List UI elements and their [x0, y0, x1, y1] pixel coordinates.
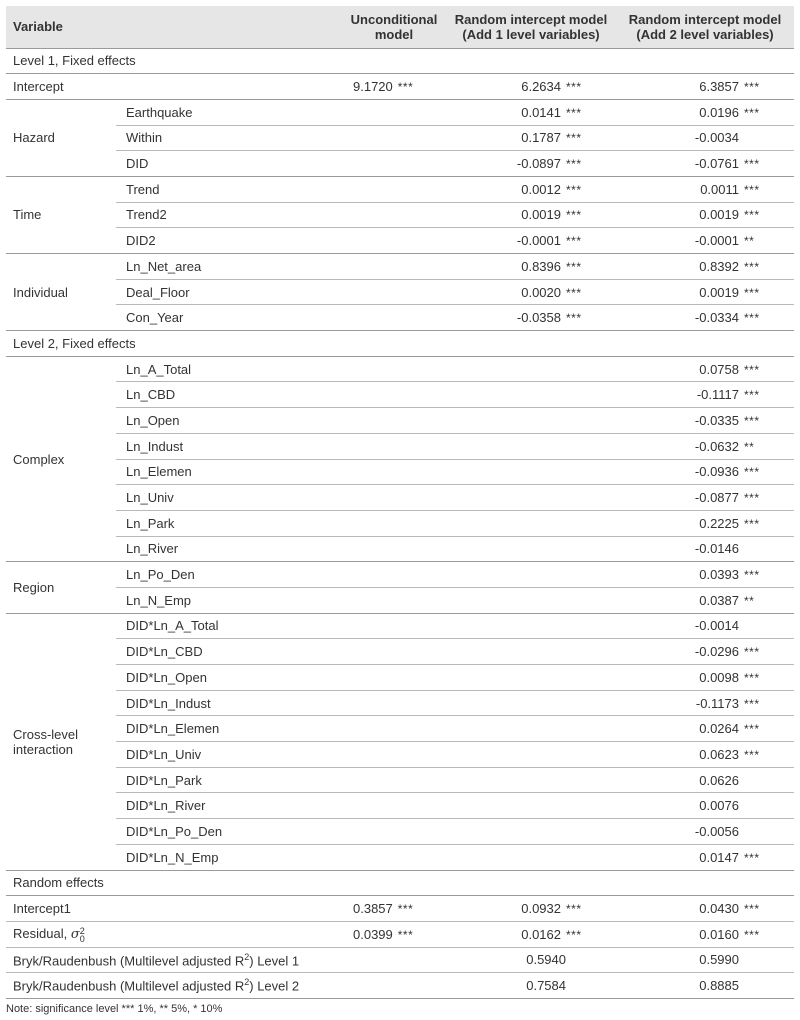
cell-ri1 [446, 665, 616, 691]
cell-ri2 [616, 896, 794, 922]
cell-ri2 [616, 202, 794, 228]
cell-ri1 [446, 202, 616, 228]
table-row [6, 921, 794, 947]
cell-ri2-value: 0.0393 [699, 567, 739, 583]
cell-ri1 [446, 639, 616, 665]
cell-ri2-value: -0.0877 [694, 490, 739, 506]
cell-ri2-significance: *** [744, 516, 760, 531]
cell-unconditional [346, 459, 446, 485]
cell-ri1-value: 0.0162 [521, 926, 561, 942]
cell-ri1 [446, 254, 616, 280]
cell-ri2-value: -0.0335 [694, 412, 739, 428]
cell-ri2-significance: *** [744, 182, 760, 197]
cell-ri1 [446, 485, 616, 511]
cell-ri2 [616, 562, 794, 588]
bryk-suffix: ) Level 1 [249, 953, 300, 969]
table-row [6, 716, 794, 742]
cell-ri2 [616, 433, 794, 459]
cell-ri2-significance: *** [744, 927, 760, 942]
cell-unconditional [346, 305, 446, 331]
row-label: DID*Ln_CBD [116, 639, 346, 665]
table-row [6, 665, 794, 691]
row-label: Trend2 [116, 202, 346, 228]
bryk-suffix: ) Level 2 [249, 978, 300, 994]
cell-unconditional [346, 767, 446, 793]
row-label: Deal_Floor [116, 279, 346, 305]
cell-unconditional [346, 793, 446, 819]
cell-ri1-significance: *** [566, 234, 582, 249]
bryk-prefix: Bryk/Raudenbush (Multilevel adjusted R [13, 978, 245, 994]
cell-ri2-value: -0.0761 [694, 156, 739, 172]
group-label-region: Region [6, 562, 116, 613]
cell-unconditional [346, 844, 446, 870]
table-row [6, 742, 794, 768]
cell-ri1-value: 0.0141 [521, 104, 561, 120]
cell-ri1 [446, 459, 616, 485]
group-label-complex: Complex [6, 356, 116, 562]
row-label: Within [116, 125, 346, 151]
table-row [6, 382, 794, 408]
cell-ri2-significance: *** [744, 568, 760, 583]
table-row [6, 639, 794, 665]
cell-unconditional [346, 613, 446, 639]
row-label: Earthquake [116, 99, 346, 125]
cell-ri2-significance: *** [744, 645, 760, 660]
table-row [6, 947, 794, 973]
cell-ri2 [616, 819, 794, 845]
cell-ri2-value: 0.0626 [699, 772, 739, 788]
cell-ri1 [446, 228, 616, 254]
group-label-time: Time [6, 176, 116, 253]
cell-ri1 [446, 562, 616, 588]
cell-ri2-value: 0.0387 [699, 592, 739, 608]
cell-ri2-significance: *** [744, 388, 760, 403]
cell-ri1-value: 0.0020 [521, 284, 561, 300]
cell-ri2-value: 0.0147 [699, 849, 739, 865]
cell-ri2 [616, 665, 794, 691]
cell-unconditional [346, 510, 446, 536]
cell-ri2-significance: *** [744, 208, 760, 223]
cell-ri1 [446, 690, 616, 716]
row-label: Ln_Univ [116, 485, 346, 511]
section-level2-label: Level 2, Fixed effects [6, 331, 794, 357]
cell-ri1 [446, 99, 616, 125]
cell-unconditional [346, 639, 446, 665]
cell-ri2-value: 6.3857 [699, 79, 739, 95]
cell-ri2-value: -0.1173 [695, 695, 739, 711]
cell-unconditional [346, 279, 446, 305]
cell-ri1 [446, 408, 616, 434]
cell-ri2 [616, 690, 794, 716]
row-label: DID2 [116, 228, 346, 254]
cell-unconditional-value: 0.0399 [353, 926, 393, 942]
cell-ri1-significance: *** [566, 311, 582, 326]
cell-ri2-value: 0.0623 [699, 746, 739, 762]
cell-unconditional [346, 254, 446, 280]
cell-ri2 [616, 536, 794, 562]
cell-ri2 [616, 767, 794, 793]
cell-ri1-value: 0.8396 [521, 258, 561, 274]
cell-ri1-significance: *** [566, 105, 582, 120]
cell-ri2-significance: *** [744, 157, 760, 172]
cell-ri1-value: 0.0019 [521, 207, 561, 223]
cell-ri1 [446, 125, 616, 151]
section-level2 [6, 331, 794, 357]
cell-ri1 [446, 819, 616, 845]
cell-ri2 [616, 485, 794, 511]
cell-ri2 [616, 947, 794, 973]
cell-unconditional [346, 665, 446, 691]
cell-ri1 [446, 74, 616, 100]
header-ri2 [616, 6, 794, 48]
table-row [6, 433, 794, 459]
table-row [6, 793, 794, 819]
cell-ri1 [446, 844, 616, 870]
table-row [6, 151, 794, 177]
cell-unconditional [346, 819, 446, 845]
header-row [6, 6, 794, 48]
cell-ri1 [446, 510, 616, 536]
section-random-label: Random effects [6, 870, 794, 896]
cell-unconditional [346, 228, 446, 254]
row-label: Ln_Indust [116, 433, 346, 459]
cell-ri1 [446, 356, 616, 382]
section-level1 [6, 48, 794, 74]
cell-unconditional [346, 716, 446, 742]
cell-ri2-significance: ** [744, 234, 755, 249]
cell-unconditional [346, 125, 446, 151]
cell-ri1-value: 0.7584 [526, 978, 566, 994]
cell-ri2-value: 0.2225 [699, 515, 739, 531]
sigma-sup: 2 [79, 925, 85, 936]
cell-ri2 [616, 279, 794, 305]
cell-ri2 [616, 742, 794, 768]
cell-ri1-value: 0.1787 [521, 130, 561, 146]
cell-ri2-value: 0.0758 [699, 361, 739, 377]
cell-ri1 [446, 176, 616, 202]
cell-ri1 [446, 742, 616, 768]
table-row [6, 536, 794, 562]
header-unconditional [346, 6, 446, 48]
cell-ri1-value: -0.0358 [516, 310, 561, 326]
row-label: Ln_A_Total [116, 356, 346, 382]
cell-ri2-significance: *** [744, 105, 760, 120]
cell-ri2-value: -0.0034 [694, 130, 739, 146]
cell-ri2-significance: *** [744, 902, 760, 917]
cell-ri1 [446, 896, 616, 922]
cell-unconditional [346, 433, 446, 459]
cell-ri2 [616, 305, 794, 331]
cell-ri2 [616, 125, 794, 151]
cell-unconditional [346, 356, 446, 382]
cell-ri2-value: 0.0076 [699, 798, 739, 814]
bryk-sup: 2 [244, 951, 250, 962]
row-label: Ln_River [116, 536, 346, 562]
cell-unconditional-significance: *** [397, 927, 414, 942]
header-variable: Variable [6, 6, 346, 48]
cell-unconditional [346, 74, 446, 100]
cell-ri2-value: 0.0264 [699, 721, 739, 737]
row-label-bryk [6, 947, 446, 973]
cell-unconditional [346, 382, 446, 408]
row-label: Ln_CBD [116, 382, 346, 408]
cell-ri2-significance: *** [744, 413, 760, 428]
cell-ri1 [446, 793, 616, 819]
cell-ri1-value: 6.2634 [521, 79, 561, 95]
row-label: DID [116, 151, 346, 177]
row-label: Ln_N_Emp [116, 587, 346, 613]
cell-unconditional [346, 202, 446, 228]
cell-ri1 [446, 305, 616, 331]
row-label: Trend [116, 176, 346, 202]
table-row [6, 74, 794, 100]
row-label: DID*Ln_A_Total [116, 613, 346, 639]
cell-ri2-significance: *** [744, 362, 760, 377]
cell-ri2 [616, 382, 794, 408]
cell-unconditional [346, 587, 446, 613]
cell-unconditional [346, 562, 446, 588]
cell-ri2-value: -0.0334 [694, 310, 739, 326]
cell-ri1-significance: *** [566, 208, 582, 223]
cell-ri2-significance: ** [744, 593, 755, 608]
regression-results-table [6, 6, 794, 999]
table-row [6, 973, 794, 999]
row-label: Ln_Park [116, 510, 346, 536]
cell-unconditional [346, 921, 446, 947]
cell-ri2-value: -0.0296 [694, 644, 739, 660]
sigma-symbol: σ [70, 926, 80, 942]
cell-ri1-value: 0.5940 [526, 952, 566, 968]
cell-unconditional-value: 0.3857 [353, 901, 393, 917]
table-row [6, 562, 794, 588]
row-label: DID*Ln_Park [116, 767, 346, 793]
row-label: Intercept [6, 74, 346, 100]
row-label: Ln_Open [116, 408, 346, 434]
cell-ri2 [616, 254, 794, 280]
cell-ri2 [616, 510, 794, 536]
cell-ri1-significance: *** [566, 927, 582, 942]
cell-unconditional-significance: *** [397, 902, 414, 917]
cell-ri2-significance: *** [744, 670, 760, 685]
row-label-bryk [6, 973, 446, 999]
cell-unconditional-significance: *** [397, 80, 414, 95]
cell-ri2-value: 0.0098 [699, 669, 739, 685]
row-label: Ln_Net_area [116, 254, 346, 280]
cell-ri2-significance: *** [744, 722, 760, 737]
group-label-individual: Individual [6, 254, 116, 331]
row-label-residual [6, 921, 346, 947]
table-row [6, 305, 794, 331]
cell-ri1 [446, 947, 616, 973]
cell-unconditional [346, 896, 446, 922]
cell-ri2-significance: *** [744, 285, 760, 300]
cell-ri2-significance: *** [744, 491, 760, 506]
group-label-cross: Cross-level interaction [6, 613, 116, 870]
cell-ri1-value: 0.0012 [521, 181, 561, 197]
cell-ri2 [616, 151, 794, 177]
cell-ri2-value: -0.0014 [694, 618, 739, 634]
table-row [6, 176, 794, 202]
cell-ri1-value: 0.0932 [521, 901, 561, 917]
cell-ri1-significance: *** [566, 157, 582, 172]
sigma-sub: 0 [79, 933, 85, 944]
cell-ri2-value: -0.0056 [694, 823, 739, 839]
cell-ri1 [446, 279, 616, 305]
cell-ri2-value: 0.0196 [699, 104, 739, 120]
cell-ri2-value: 0.0019 [699, 284, 739, 300]
row-label: DID*Ln_Indust [116, 690, 346, 716]
table-row [6, 767, 794, 793]
cell-ri2 [616, 74, 794, 100]
row-label: Intercept1 [6, 896, 346, 922]
cell-ri2-value: -0.0146 [694, 541, 739, 557]
residual-label: Residual, [13, 925, 68, 941]
row-label: Con_Year [116, 305, 346, 331]
cell-ri1 [446, 382, 616, 408]
table-row [6, 819, 794, 845]
row-label: Ln_Po_Den [116, 562, 346, 588]
cell-ri2-significance: *** [744, 80, 760, 95]
cell-ri2 [616, 921, 794, 947]
cell-ri2 [616, 639, 794, 665]
cell-ri1-significance: *** [566, 131, 582, 146]
cell-ri2-value: -0.1117 [696, 387, 739, 403]
cell-ri1 [446, 716, 616, 742]
cell-ri2 [616, 459, 794, 485]
cell-ri2-significance: ** [744, 439, 755, 454]
cell-ri1-significance: *** [566, 259, 582, 274]
cell-ri1-significance: *** [566, 80, 582, 95]
table-row [6, 228, 794, 254]
cell-ri2-significance: *** [744, 696, 760, 711]
cell-ri1 [446, 973, 616, 999]
cell-ri2 [616, 793, 794, 819]
table-row [6, 356, 794, 382]
header-ri2-line1: Random intercept model [628, 11, 782, 27]
table-row [6, 613, 794, 639]
cell-ri2-value: -0.0936 [694, 464, 739, 480]
cell-ri2 [616, 228, 794, 254]
cell-ri1-value: -0.0001 [516, 233, 561, 249]
cell-ri2-value: -0.0001 [694, 233, 739, 249]
table-row [6, 844, 794, 870]
cell-ri2 [616, 587, 794, 613]
cell-unconditional [346, 485, 446, 511]
cell-ri1 [446, 151, 616, 177]
cell-ri2-value: 0.8885 [699, 978, 739, 994]
header-ri2-line2: (Add 2 level variables) [636, 26, 774, 42]
cell-ri2-value: 0.0430 [699, 901, 739, 917]
cell-ri2-value: 0.0160 [699, 926, 739, 942]
cell-ri2 [616, 356, 794, 382]
cell-ri2-significance: *** [744, 747, 760, 762]
cell-ri2-significance: *** [744, 259, 760, 274]
table-row [6, 254, 794, 280]
table-row [6, 459, 794, 485]
cell-ri2-value: 0.0019 [699, 207, 739, 223]
row-label: Ln_Elemen [116, 459, 346, 485]
cell-ri2-significance: *** [744, 311, 760, 326]
cell-ri1-value: -0.0897 [516, 156, 561, 172]
table-row [6, 587, 794, 613]
cell-ri1 [446, 536, 616, 562]
cell-ri2 [616, 613, 794, 639]
section-level1-label: Level 1, Fixed effects [6, 48, 794, 74]
cell-unconditional [346, 99, 446, 125]
sigma-scripts [80, 927, 85, 943]
cell-ri1 [446, 767, 616, 793]
cell-ri2 [616, 176, 794, 202]
group-label-hazard: Hazard [6, 99, 116, 176]
cell-ri2-significance: *** [744, 850, 760, 865]
cell-unconditional [346, 176, 446, 202]
bryk-sup: 2 [244, 977, 250, 988]
cell-ri2-value: 0.5990 [699, 952, 739, 968]
header-unconditional-line2: model [374, 26, 414, 42]
cell-ri1 [446, 613, 616, 639]
cell-ri2-value: -0.0632 [694, 438, 739, 454]
cell-ri1-significance: *** [566, 902, 582, 917]
cell-ri1-significance: *** [566, 285, 582, 300]
header-ri1-line2: (Add 1 level variables) [462, 26, 600, 42]
cell-unconditional [346, 742, 446, 768]
cell-unconditional [346, 690, 446, 716]
cell-unconditional [346, 408, 446, 434]
cell-ri2 [616, 844, 794, 870]
significance-note: Note: significance level *** 1%, ** 5%, * 10% [6, 1003, 223, 1015]
table-row [6, 485, 794, 511]
cell-ri2 [616, 99, 794, 125]
cell-ri2-significance: *** [744, 465, 760, 480]
cell-ri1 [446, 921, 616, 947]
table-row [6, 125, 794, 151]
table-row [6, 99, 794, 125]
cell-unconditional [346, 536, 446, 562]
cell-ri1 [446, 433, 616, 459]
cell-unconditional-value: 9.1720 [353, 79, 393, 95]
header-ri1 [446, 6, 616, 48]
table-body [6, 48, 794, 998]
table-row [6, 202, 794, 228]
header-ri1-line1: Random intercept model [454, 11, 608, 27]
table-row [6, 408, 794, 434]
cell-unconditional [346, 151, 446, 177]
cell-ri1 [446, 587, 616, 613]
row-label: DID*Ln_Univ [116, 742, 346, 768]
header-unconditional-line1: Unconditional [350, 11, 438, 27]
cell-ri2 [616, 408, 794, 434]
cell-ri2-value: 0.0011 [700, 181, 739, 197]
row-label: DID*Ln_Elemen [116, 716, 346, 742]
row-label: DID*Ln_Po_Den [116, 819, 346, 845]
table-row [6, 510, 794, 536]
table-row [6, 896, 794, 922]
section-random [6, 870, 794, 896]
cell-ri1-significance: *** [566, 182, 582, 197]
cell-ri2 [616, 973, 794, 999]
cell-ri2-value: 0.8392 [699, 258, 739, 274]
cell-ri2 [616, 716, 794, 742]
table-row [6, 279, 794, 305]
bryk-prefix: Bryk/Raudenbush (Multilevel adjusted R [13, 953, 245, 969]
row-label: DID*Ln_River [116, 793, 346, 819]
row-label: DID*Ln_N_Emp [116, 844, 346, 870]
table-row [6, 690, 794, 716]
row-label: DID*Ln_Open [116, 665, 346, 691]
